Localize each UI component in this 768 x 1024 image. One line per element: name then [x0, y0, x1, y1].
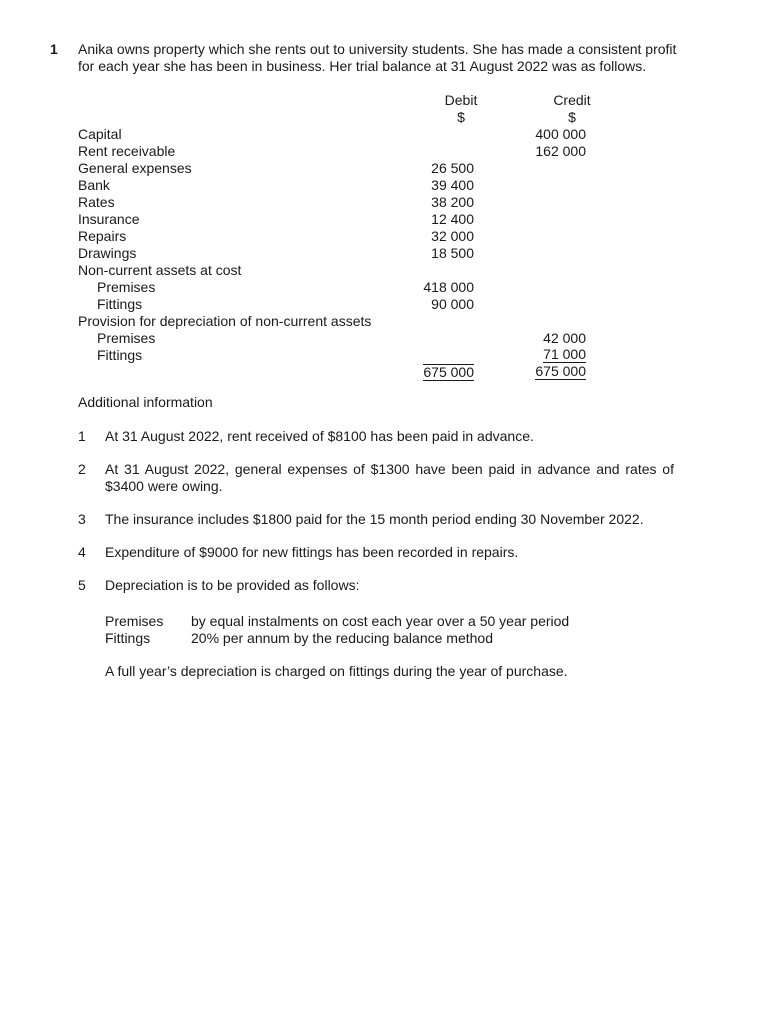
row-label: Bank: [78, 177, 110, 193]
trial-balance-table: [78, 92, 598, 381]
row-label: Rates: [78, 194, 115, 210]
row-debit: 90 000: [431, 296, 474, 312]
item-number: 1: [78, 428, 86, 444]
debit-header: Debit: [444, 92, 478, 108]
debit-total: 675 000: [423, 364, 474, 380]
table-row: [78, 126, 598, 143]
row-credit: 162 000: [535, 143, 586, 159]
totals-row: [78, 364, 598, 381]
row-credit: 400 000: [535, 126, 586, 142]
row-label: Premises: [97, 279, 156, 295]
row-debit: 26 500: [431, 160, 474, 176]
item-number: 3: [78, 511, 86, 527]
row-label: Fittings: [97, 296, 143, 312]
intro-line-2: for each year she has been in business. Her trial balance at 31 August 2022 was as follows.: [78, 58, 647, 74]
list-item: [78, 544, 674, 561]
item-text: At 31 August 2022, rent received of $8100 has been paid in advance.: [105, 428, 534, 444]
depreciation-asset: Fittings: [105, 630, 151, 646]
table-row: [78, 347, 598, 364]
item-text: At 31 August 2022, general expenses of $1300 have been paid in advance and rates of $3400 were owing.: [105, 461, 674, 494]
row-debit: 32 000: [431, 228, 474, 244]
table-row: [78, 296, 598, 313]
depreciation-method: 20% per annum by the reducing balance method: [191, 630, 493, 646]
table-row: [78, 194, 598, 211]
row-label: Insurance: [78, 211, 140, 227]
row-label: Non-current assets at cost: [78, 262, 242, 278]
row-debit: 12 400: [431, 211, 474, 227]
credit-unit: $: [568, 109, 576, 125]
credit-header: Credit: [553, 92, 591, 108]
row-label: General expenses: [78, 160, 192, 176]
row-label: Premises: [97, 330, 156, 346]
table-row: [78, 279, 598, 296]
row-debit: 18 500: [431, 245, 474, 261]
intro-line-1: Anika owns property which she rents out to university students. She has made a consistent profit: [78, 41, 677, 57]
row-label: Rent receivable: [78, 143, 176, 159]
table-row: [78, 245, 598, 262]
row-debit: 39 400: [431, 177, 474, 193]
table-row: [78, 160, 598, 177]
table-row: [78, 211, 598, 228]
item-text: Depreciation is to be provided as follows:: [105, 577, 360, 593]
table-row: [78, 228, 598, 245]
depreciation-method: by equal instalments on cost each year over a 50 year period: [191, 613, 570, 629]
row-label: Drawings: [78, 245, 137, 261]
table-row: [78, 177, 598, 194]
list-item: [78, 428, 674, 445]
list-item: [78, 461, 674, 495]
row-debit: 38 200: [431, 194, 474, 210]
item-number: 2: [78, 461, 86, 477]
item-number: 4: [78, 544, 86, 560]
row-credit: 42 000: [543, 330, 586, 346]
debit-unit: $: [457, 109, 465, 125]
row-label: Repairs: [78, 228, 127, 244]
table-row: [78, 262, 598, 279]
depreciation-footnote: A full year’s depreciation is charged on fittings during the year of purchase.: [105, 663, 568, 679]
table-row: [78, 143, 598, 160]
depreciation-asset: Premises: [105, 613, 164, 629]
row-label: Capital: [78, 126, 122, 142]
additional-info-list: [78, 428, 674, 610]
table-header-row: [78, 92, 598, 109]
row-debit: 418 000: [423, 279, 474, 295]
question-intro: [78, 41, 678, 75]
table-row: [78, 313, 598, 330]
credit-total: 675 000: [535, 363, 586, 379]
table-unit-row: [78, 109, 598, 126]
question-number: 1: [50, 41, 58, 57]
item-text: Expenditure of $9000 for new fittings has been recorded in repairs.: [105, 544, 519, 560]
list-item: [78, 577, 674, 594]
row-label: Provision for depreciation of non-current assets: [78, 313, 372, 329]
row-label: Fittings: [97, 347, 143, 363]
row-credit: 71 000: [543, 346, 586, 362]
item-text: The insurance includes $1800 paid for the 15 month period ending 30 November 2022.: [105, 511, 644, 527]
list-item: [78, 511, 674, 528]
item-number: 5: [78, 577, 86, 593]
additional-info-heading: Additional information: [78, 394, 213, 410]
table-row: [78, 330, 598, 347]
